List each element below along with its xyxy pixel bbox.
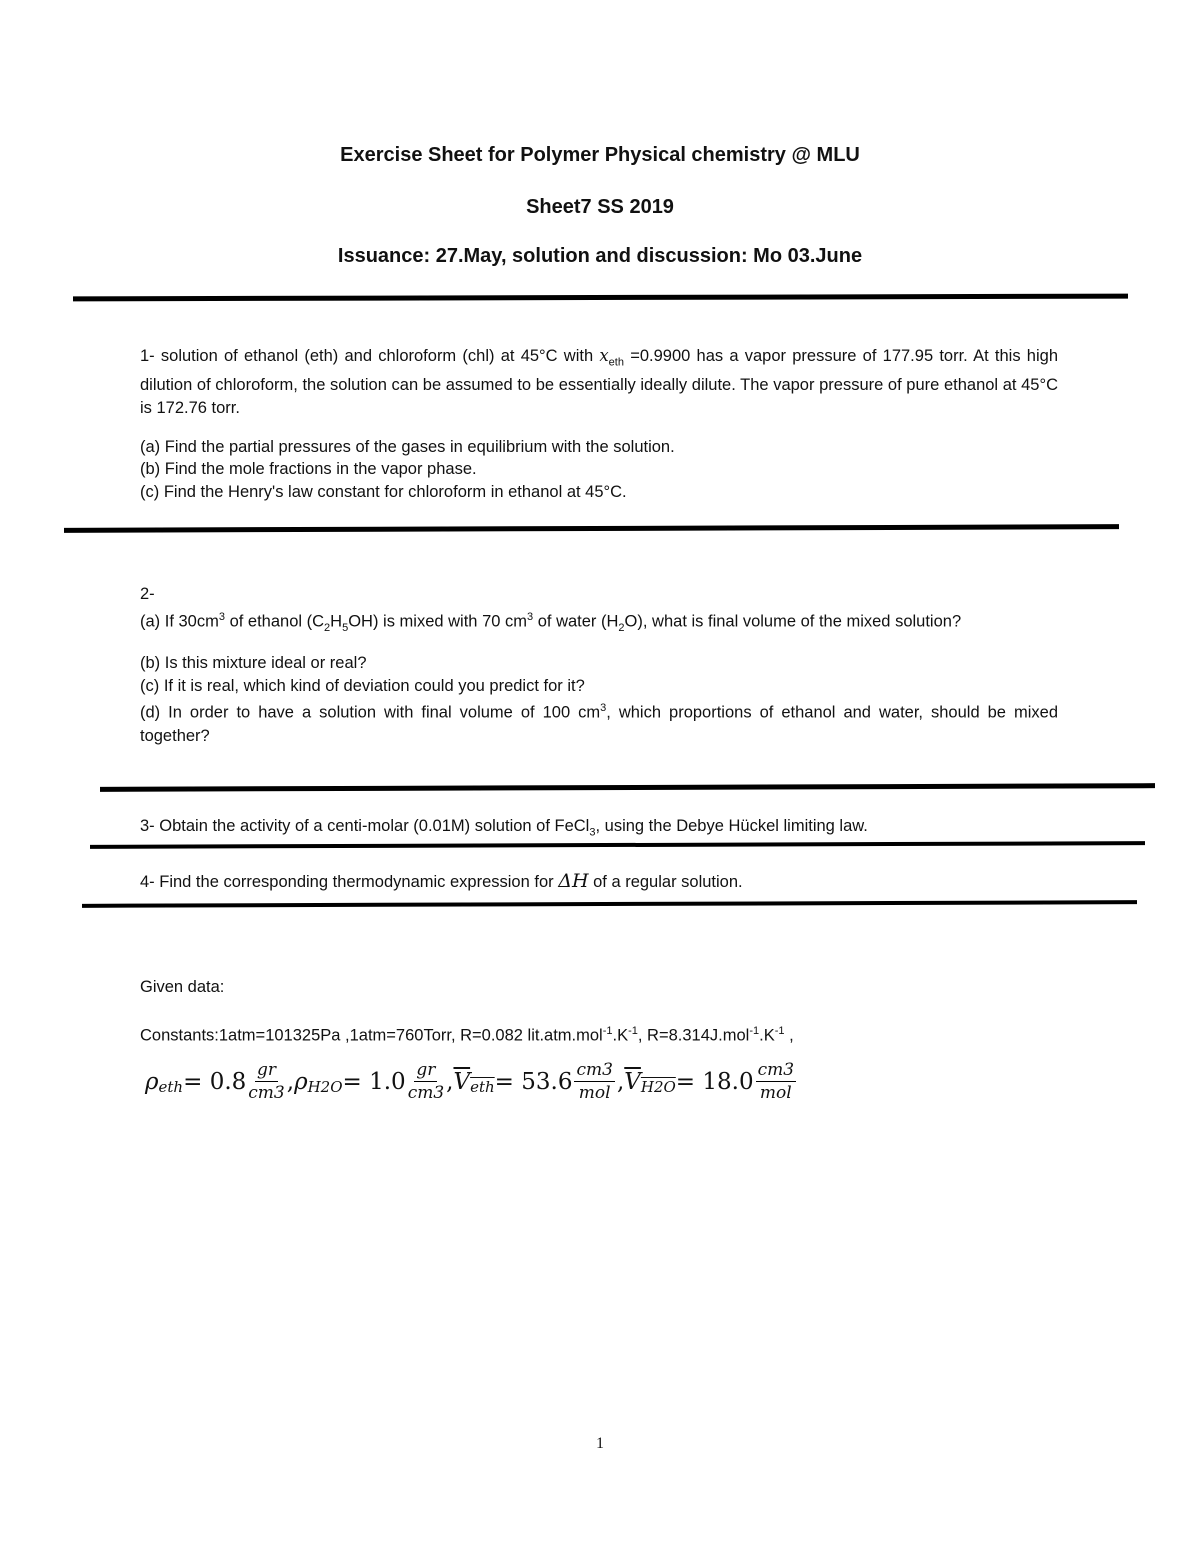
question-1-part-a: (a) Find the partial pressures of the gases in equilibrium with the solution.: [140, 438, 675, 456]
divider-q2: [100, 783, 1155, 792]
density-volume-formula: ρ $_{eth}$ = 0.8 $\frac{gr}{cm3}$ , ρ $_{H2O}$ = 1.0 $\frac{gr}{cm3}$ , $\overline{V}$ $_{\overline{eth}}$ = 53.6 $\frac{cm3}{\text{mol}}$ , $\overline{V}$ $_{H2O}$ = 18.0 $\frac{cm3}{\text{mol}}$: [145, 1060, 795, 1103]
question-2-part-d: (d) In order to have a solution with final volume of 100 $cm^3$, which proportions of ethanol and water, should be mixed together?: [140, 702, 1058, 745]
question-1-part-c: (c) Find the Henry's law constant for chloroform in ethanol at 45°C.: [140, 483, 627, 501]
question-2-number: 2-: [140, 585, 155, 603]
question-4: 4- Find the corresponding thermodynamic expression for ΔH of a regular solution.: [140, 870, 743, 892]
divider-header: [73, 294, 1128, 302]
question-2-part-b: (b) Is this mixture ideal or real?: [140, 654, 367, 672]
divider-q4: [82, 900, 1137, 908]
sheet-label: Sheet7 SS 2019: [526, 196, 674, 218]
divider-q1: [64, 524, 1119, 533]
issuance-line: Issuance: 27.May, solution and discussion: Mo 03.June: [337, 245, 863, 267]
question-2-part-a: (a) If $30cm^3$ of ethanol $(C_2H_5OH)$ is mixed with 70 $cm^3$ of water $(H_2O)$, what is final volume of the mixed solution?: [140, 611, 962, 634]
question-2-part-c: (c) If it is real, which kind of deviation could you predict for it?: [140, 677, 585, 695]
document-title: Exercise Sheet for Polymer Physical chemistry @ MLU: [340, 144, 860, 166]
constants-line: Constants:1atm=101325Pa ,1atm=760Torr, R=0.082 $lit.atm.mol^{-1}.K^{-1}$, $R=8.314J.mol^{-1}.K^{-1}$ ,: [140, 1025, 794, 1045]
question-1-intro: 1- solution of ethanol (eth) and chloroform (chl) at 45°C with $x_{eth} =0.9900$ has a vapor pressure of 177.95 torr. At this high dilution of chloroform, the solution can be assumed to be essentially ideally dilute. The vapor pressure of pure ethanol at 45°C is 172.76 torr.: [140, 346, 1058, 418]
question-3: 3- Obtain the activity of a centi-molar (0.01M) solution of FeCl$_3$, using the Debye Hückel limiting law.: [140, 817, 868, 839]
page-number: 1: [596, 1435, 604, 1452]
given-data-label: Given data:: [140, 978, 225, 996]
question-1-part-b: (b) Find the mole fractions in the vapor phase.: [140, 460, 477, 478]
